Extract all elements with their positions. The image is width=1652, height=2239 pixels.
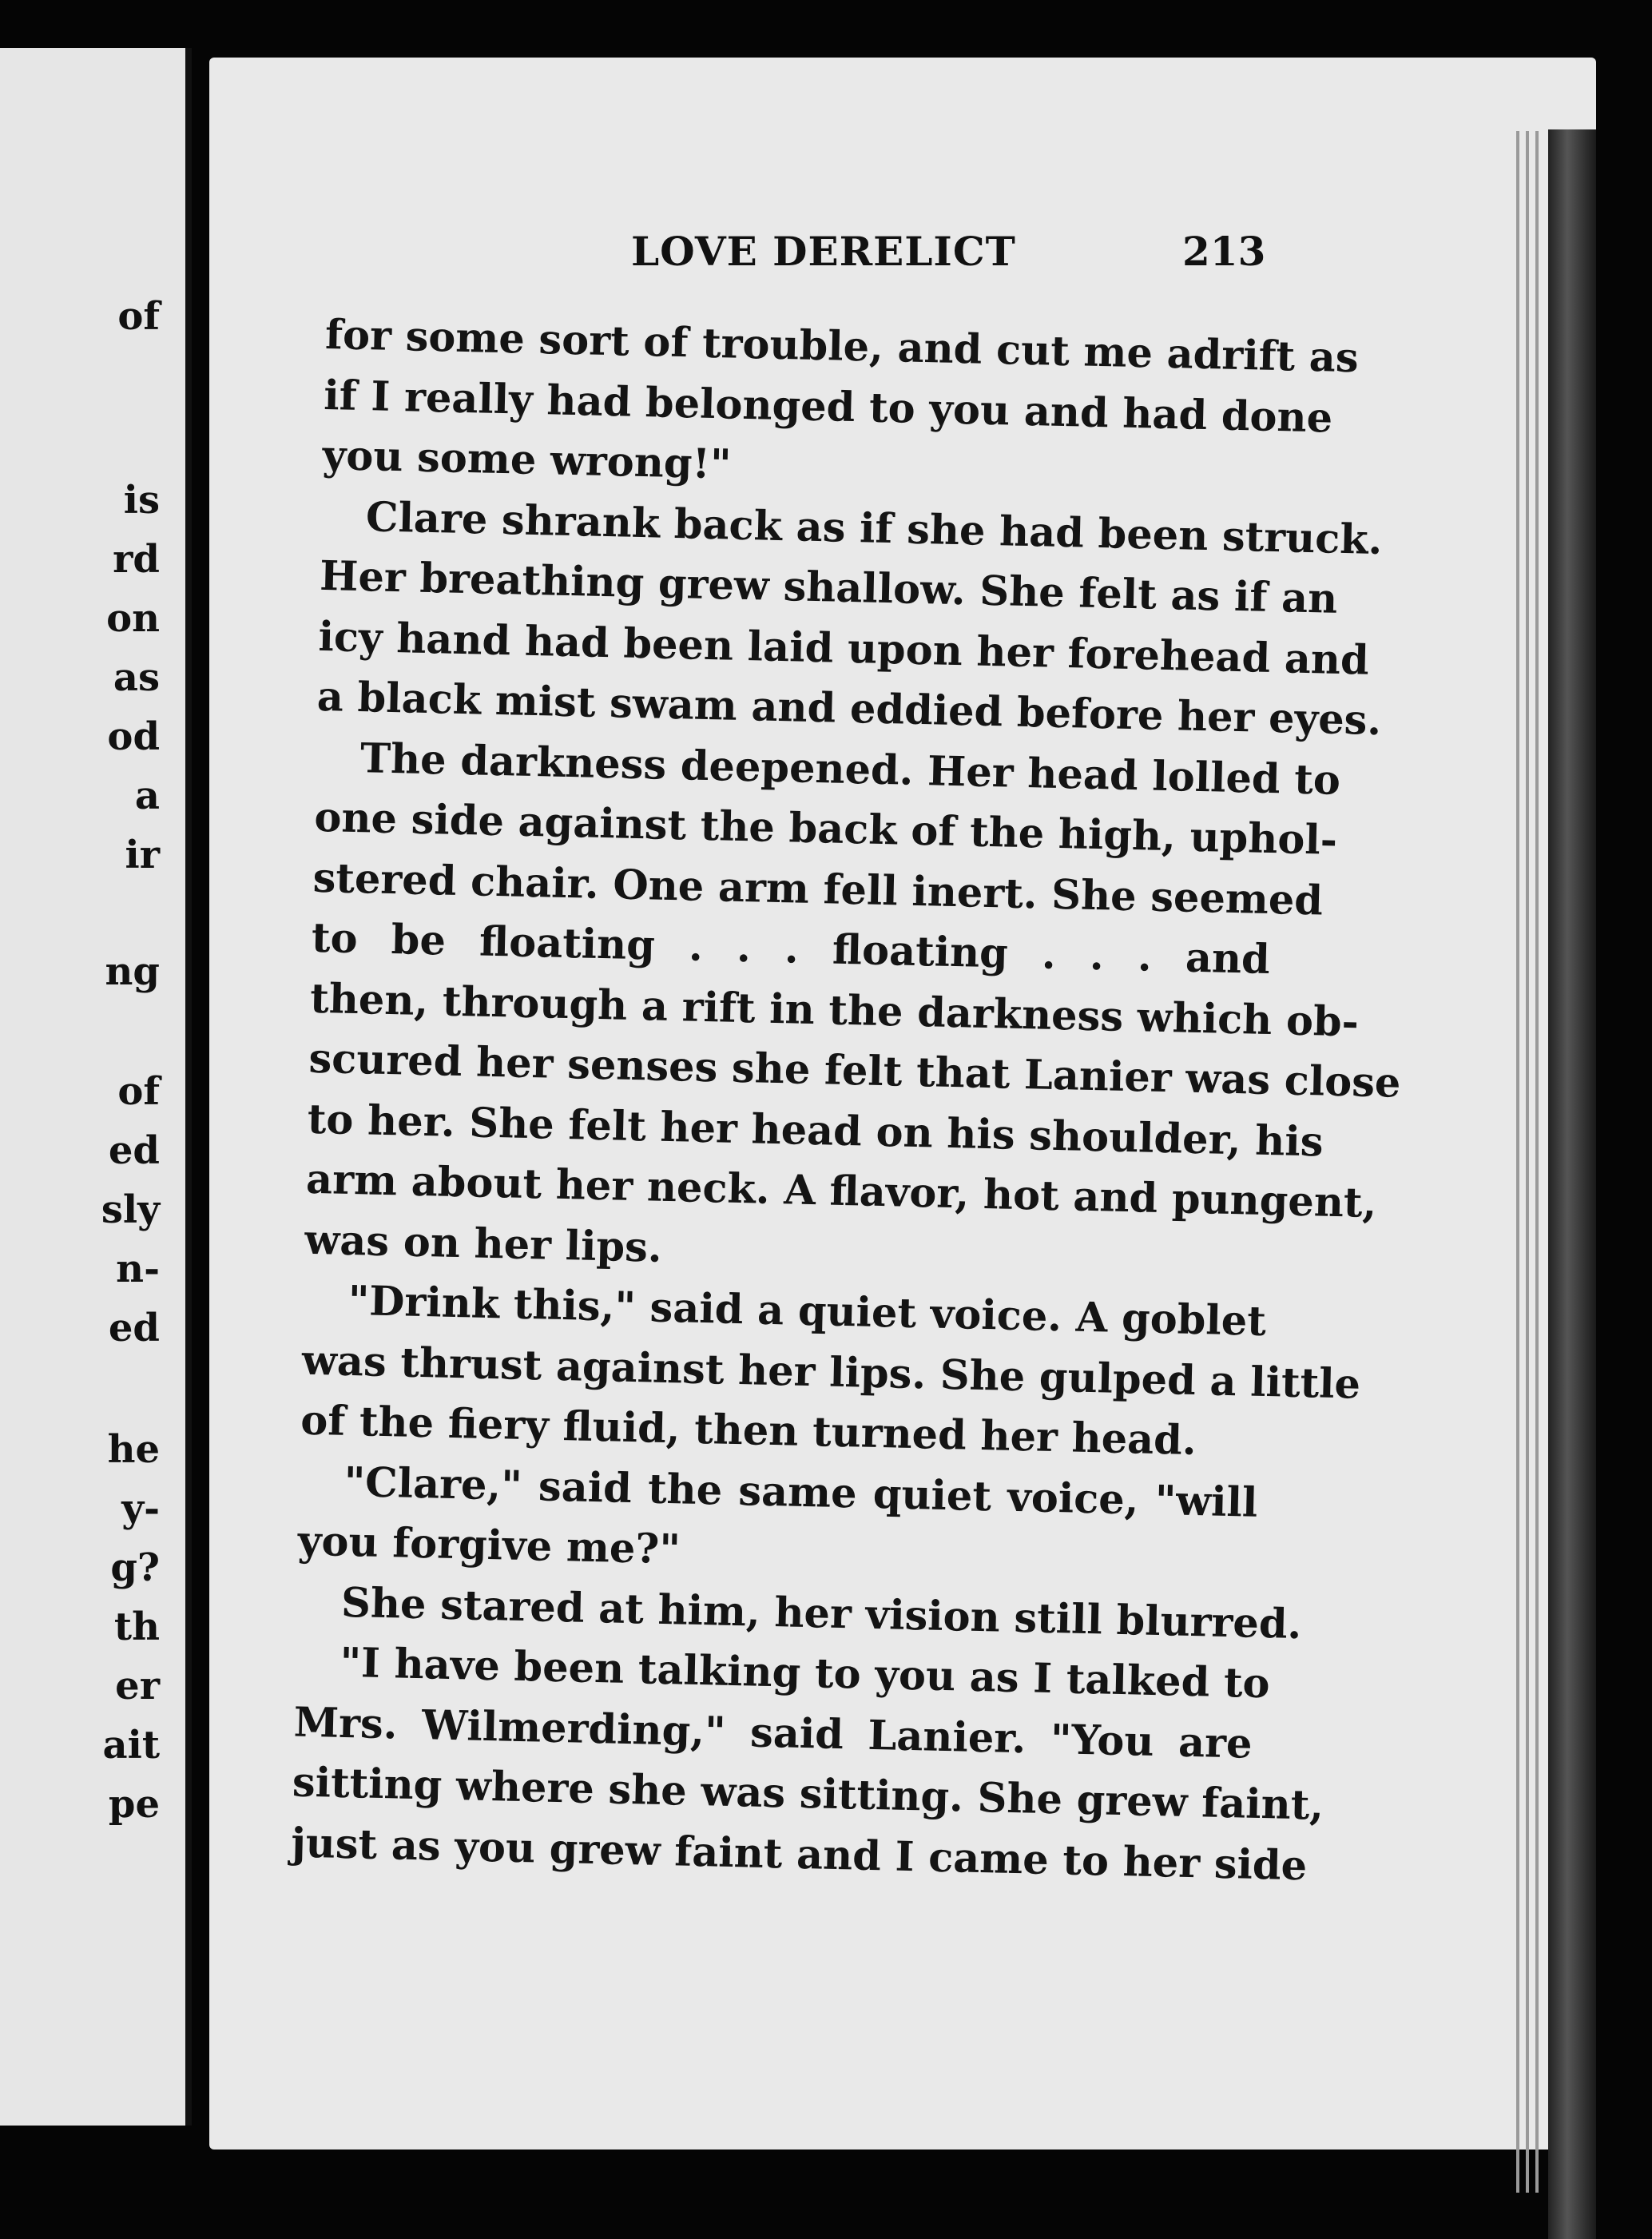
text-line: if I really had belonged to you and had done bbox=[323, 371, 1333, 443]
previous-page-fragment: a bbox=[134, 774, 160, 818]
text-line: sitting where she was sitting. She grew faint, bbox=[292, 1758, 1324, 1830]
text-line: "Drink this," said a quiet voice. A goblet bbox=[347, 1276, 1267, 1346]
text-line: then, through a rift in the darkness which ob- bbox=[309, 974, 1360, 1047]
previous-page-fragment: pe bbox=[108, 1782, 160, 1827]
previous-page-fragment: od bbox=[107, 714, 160, 759]
text-line: scured her senses she felt that Lanier was close bbox=[308, 1034, 1402, 1108]
previous-page-fragment: ed bbox=[108, 1306, 160, 1350]
previous-page-fragment: of bbox=[117, 294, 160, 339]
previous-page-fragment: ait bbox=[102, 1723, 160, 1768]
previous-page-fragment: er bbox=[115, 1664, 160, 1708]
text-line: Mrs. Wilmerding," said Lanier. "You are bbox=[293, 1698, 1253, 1768]
text-line: a black mist swam and eddied before her eyes. bbox=[316, 672, 1382, 746]
previous-page-fragment: th bbox=[113, 1605, 160, 1649]
text-line: "Clare," said the same quiet voice, "will bbox=[343, 1458, 1258, 1527]
text-line: "I have been talking to you as I talked to bbox=[339, 1638, 1271, 1708]
previous-page-fragment: ir bbox=[125, 833, 160, 877]
text-line: Her breathing grew shallow. She felt as if an bbox=[319, 551, 1338, 623]
previous-page-fragment: of bbox=[117, 1069, 160, 1114]
page-edge bbox=[1535, 131, 1539, 2193]
previous-page-fragment: he bbox=[107, 1427, 160, 1472]
text-line: one side against the back of the high, uphol- bbox=[313, 793, 1338, 865]
running-head: LOVE DERELICT bbox=[631, 228, 1016, 275]
text-line: you some wrong!" bbox=[322, 431, 733, 489]
text-line: The darkness deepened. Her head lolled to bbox=[359, 734, 1341, 805]
text-line: arm about her neck. A flavor, hot and pungent, bbox=[305, 1155, 1377, 1228]
text-line: just as you grew faint and I came to her side bbox=[290, 1819, 1308, 1890]
text-line: stered chair. One arm fell inert. She seemed bbox=[312, 853, 1324, 925]
previous-page-fragment: as bbox=[113, 655, 160, 700]
text-line: for some sort of trouble, and cut me adrift as bbox=[324, 310, 1360, 383]
text-line: you forgive me?" bbox=[297, 1517, 681, 1574]
page-edge bbox=[1526, 131, 1529, 2193]
previous-page-fragment: is bbox=[123, 478, 160, 523]
text-line: to her. She felt her head on his shoulder, his bbox=[307, 1095, 1324, 1167]
previous-page-fragment: ng bbox=[105, 949, 160, 994]
previous-page-fragment: ed bbox=[108, 1128, 160, 1173]
previous-page-fragment: n- bbox=[116, 1247, 160, 1291]
previous-page-fragment: on bbox=[106, 596, 160, 641]
text-line: Clare shrank back as if she had been struck. bbox=[365, 492, 1384, 564]
book-spine bbox=[1548, 129, 1596, 2239]
previous-page-fragment: rd bbox=[113, 537, 160, 582]
text-line: of the fiery fluid, then turned her head. bbox=[300, 1396, 1197, 1465]
text-line: was thrust against her lips. She gulped a little bbox=[301, 1336, 1361, 1409]
page-number: 213 bbox=[1182, 228, 1266, 275]
text-line: icy hand had been laid upon her forehead and bbox=[317, 612, 1370, 685]
text-line: to be floating . . . floating . . . and bbox=[311, 913, 1271, 984]
previous-page bbox=[0, 48, 192, 2126]
page-edge bbox=[1516, 131, 1519, 2193]
previous-page-fragment: sly bbox=[101, 1187, 160, 1232]
text-line: She stared at him, her vision still blurred. bbox=[340, 1578, 1302, 1648]
previous-page-fragment: g? bbox=[110, 1545, 160, 1590]
body-text bbox=[290, 305, 1402, 1895]
previous-page-fragment: y- bbox=[121, 1486, 160, 1531]
text-line: was on her lips. bbox=[304, 1215, 663, 1272]
